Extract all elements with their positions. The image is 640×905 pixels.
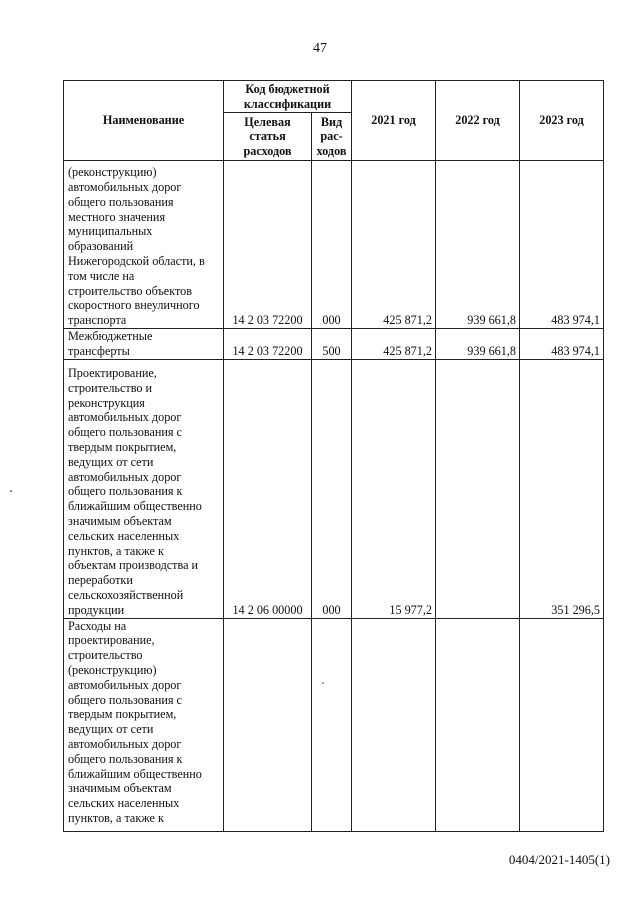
row-expense-type: 000 — [312, 359, 352, 618]
row-value-2021: 425 871,2 — [352, 329, 436, 360]
table-row — [64, 618, 604, 831]
table-row — [64, 329, 604, 360]
row-name: (реконструкцию) автомобильных дорог общего пользования местного значения муниципальных образований Нижегородской области, в том числе на строительство объектов скоростного внеуличного транспорта — [64, 161, 224, 329]
row-value-2023: 351 296,5 — [520, 359, 604, 618]
row-value-2023 — [520, 618, 604, 831]
header-budget-code-group: Код бюджетной классификации — [224, 81, 352, 113]
table-row — [64, 161, 604, 329]
row-value-2022 — [436, 618, 520, 831]
row-value-2021: 15 977,2 — [352, 359, 436, 618]
row-target-code: 14 2 03 72200 — [224, 161, 312, 329]
row-expense-type: 500 — [312, 329, 352, 360]
row-target-code — [224, 618, 312, 831]
row-expense-type: 000 — [312, 161, 352, 329]
row-value-2023: 483 974,1 — [520, 161, 604, 329]
row-name: Межбюджетные трансферты — [64, 329, 224, 360]
header-2023: 2023 год — [520, 81, 604, 161]
budget-table — [63, 80, 604, 832]
row-value-2021 — [352, 618, 436, 831]
row-expense-type — [312, 618, 352, 831]
table-header — [64, 81, 604, 161]
row-value-2022: 939 661,8 — [436, 161, 520, 329]
row-value-2022: 939 661,8 — [436, 329, 520, 360]
header-name: Наименование — [64, 81, 224, 161]
row-name: Расходы на проектирование, строительство (реконструкцию) автомобильных дорог общего пользования с твердым покрытием, ведущих от сети автомобильных дорог общего пользования к ближайшим общественно значимым объектам сельских населенных пунктов, а также к — [64, 618, 224, 831]
document-footer-code: 0404/2021-1405(1) — [508, 852, 610, 867]
row-target-code: 14 2 03 72200 — [224, 329, 312, 360]
header-2022: 2022 год — [436, 81, 520, 161]
page-number: 47 — [313, 41, 327, 56]
scan-speck — [322, 682, 324, 684]
header-target-article: Целевая статья расходов — [224, 113, 312, 161]
row-target-code: 14 2 06 00000 — [224, 359, 312, 618]
row-value-2021: 425 871,2 — [352, 161, 436, 329]
row-value-2022 — [436, 359, 520, 618]
table-row — [64, 359, 604, 618]
row-value-2023: 483 974,1 — [520, 329, 604, 360]
scan-speck — [10, 490, 12, 492]
row-name: Проектирование, строительство и реконструкция автомобильных дорог общего пользования с твердым покрытием, ведущих от сети автомобильных дорог общего пользования к ближайшим общественно значимым объектам сельских населенных пунктов, а также к объектам производства и переработки сельскохозяйственной продукции — [64, 359, 224, 618]
header-expense-type: Вид рас-ходов — [312, 113, 352, 161]
header-2021: 2021 год — [352, 81, 436, 161]
